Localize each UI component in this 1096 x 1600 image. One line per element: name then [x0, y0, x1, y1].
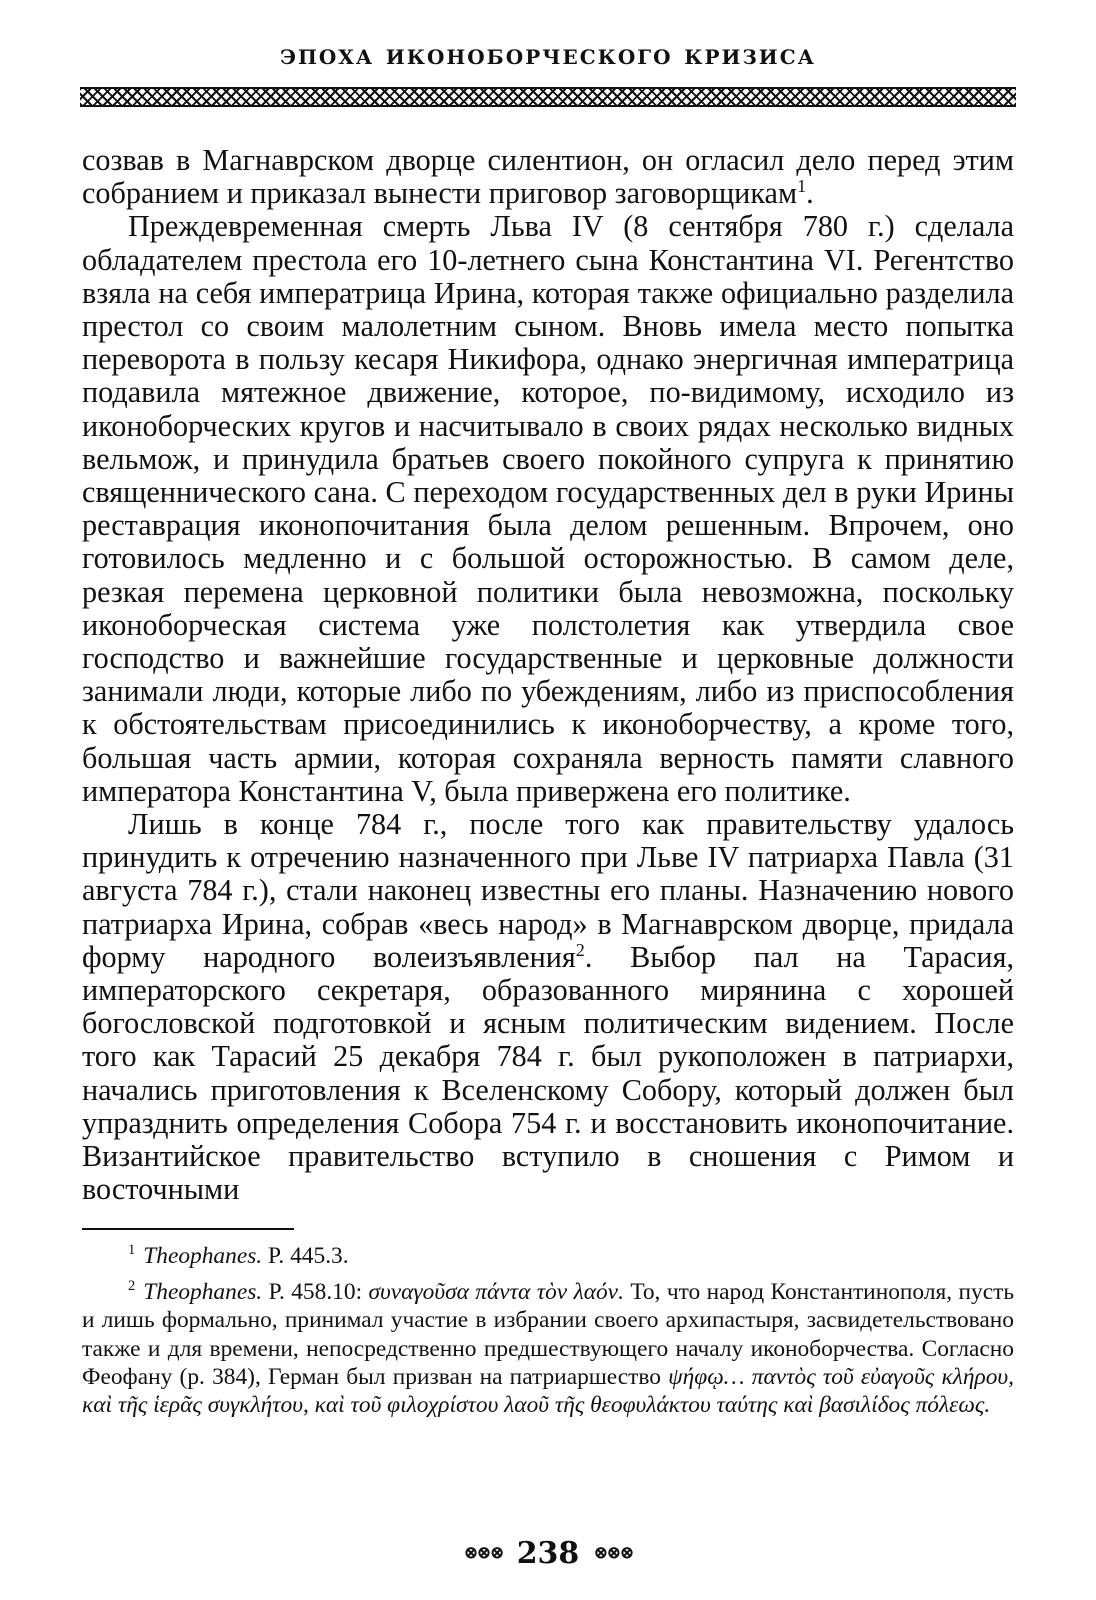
footnote-2-author: Theophanes. — [143, 1279, 263, 1306]
paragraph-1-end: . — [806, 176, 814, 211]
footnote-separator — [82, 1228, 294, 1230]
header-ornament-band — [80, 87, 1016, 107]
footnote-1-ref: P. 445.3. — [262, 1243, 349, 1269]
footnote-2-greek-quote-1: συναγοῦσα πάντα τὸν λαόν. — [368, 1279, 624, 1306]
page-number: 238 — [516, 1535, 580, 1571]
footnote-2-text: То, что народ Константинополя, пусть и лишь формально, принимал участие в избрании своего архипастыря, засвидетельствовано также и для времени, непосредственно предшествующего началу иконоборчества. Согласно Феофану (p. 384), Герман был призван на патриаршество — [82, 1279, 1014, 1390]
footnote-2-greek-quote-2: ψήφῳ… παντὸς τοῦ εὐαγοῦς κλήρου, καὶ τῆς ἱερᾶς συγκλήτου, καὶ τοῦ φιλοχρίστου λαοῦ τῆς θεοφυλάκτου ταύτης καὶ βασιλίδος πόλεως. — [82, 1363, 1014, 1419]
paragraph-3 — [82, 808, 1014, 1206]
footnote-2-ref: P. 458.10: — [262, 1279, 369, 1306]
folio-ornament-left-icon: ⊗⊗⊗ — [463, 1542, 503, 1564]
main-text — [82, 144, 1014, 1207]
footnotes — [82, 1242, 1014, 1429]
footnote-ref-2: 2 — [575, 939, 585, 960]
paragraph-2: Преждевременная смерть Льва IV (8 сентября 780 г.) сделала обладателем престола его 10-летнего сына Константина VI. Регентство взяла на себя императрица Ирина, которая также официально разделила престол со своим малолетним сыном. Вновь имела место попытка переворота в пользу кесаря Никифора, однако энергичная императрица подавила мятежное движение, которое, по-видимому, исходило из иконоборческих кругов и насчитывало в своих рядах несколько видных вельмож, и принудила братьев своего покойного супруга к принятию священнического сана. С переходом государственных дел в руки Ирины реставрация иконопочитания была делом решенным. Впрочем, оно готовилось медленно и с большой осторожностью. В самом деле, резкая перемена церковной политики была невозможна, поскольку иконоборческая система уже полстолетия как утвердила свое господство и важнейшие государственные и церковные должности занимали люди, которые либо по убеждениям, либо из приспособления к обстоятельствам присоединились к иконоборчеству, а кроме того, большая часть армии, которая сохраняла верность памяти славного императора Константина V, была привержена его политике. — [82, 209, 1014, 808]
footnote-2-mark: 2 — [128, 1278, 136, 1295]
footnote-1 — [82, 1242, 1014, 1270]
footnote-1-author: Theophanes. — [143, 1243, 263, 1269]
page-footer — [0, 1534, 1096, 1571]
paragraph-1 — [82, 144, 1014, 210]
footnote-1-mark: 1 — [128, 1242, 136, 1259]
footnote-2 — [82, 1278, 1014, 1419]
paragraph-3-text-b: . Выбор пал на Тарасия, императорского секретаря, образованного мирянина с хорошей богословской подготовкой и ясным политическим видением. После того как Тарасий 25 декабря 784 г. был рукоположен в патриархи, начались приготовления к Вселенскому Собору, который должен был упразднить определения Собора 754 г. и восстановить иконопочитание. Византийское правительство вступило в сношения с Римом и восточными — [82, 939, 1015, 1207]
footnote-ref-1: 1 — [797, 176, 807, 197]
folio-ornament-right-icon: ⊗⊗⊗ — [593, 1542, 633, 1564]
paragraph-1-text: созвав в Магнаврском дворце силентион, он огласил дело перед этим собранием и приказал вынести приговор заговорщикам — [82, 143, 1014, 211]
running-title: эпоха иконоборческого кризиса — [280, 38, 816, 71]
paragraph-3-text-a: Лишь в конце 784 г., после того как правительству удалось принудить к отречению назначенного при Льве IV патриарха Павла (31 августа 784 г.), стали наконец известны его планы. Назначению нового патриарха Ирина, собрав «весь народ» в Магнаврском дворце, придала форму народного волеизъявления — [82, 807, 1014, 974]
